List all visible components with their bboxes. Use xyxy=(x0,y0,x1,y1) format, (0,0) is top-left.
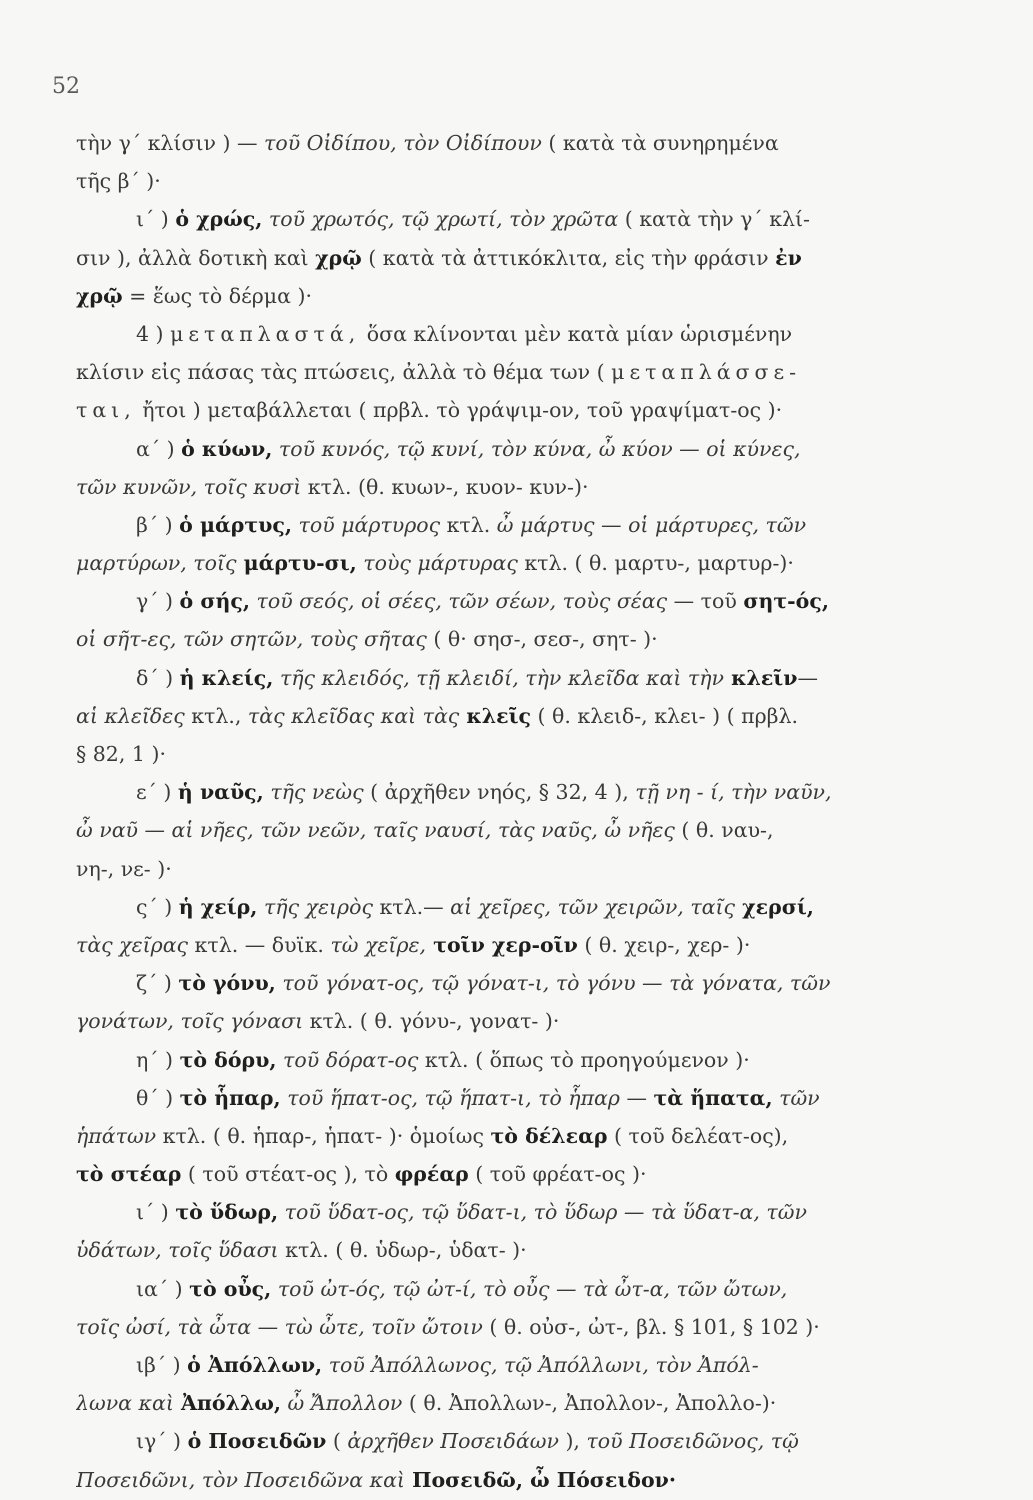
italic-text: μαρτύρων, τοῖς xyxy=(76,551,237,576)
bold-term: τὸ δέλεαρ xyxy=(490,1123,608,1148)
italic-text: τοὺς μάρτυρας xyxy=(356,551,518,576)
text-span: ε΄ ) xyxy=(136,780,178,805)
page-number: 52 xyxy=(52,74,80,99)
bold-term: ὁ σής, xyxy=(179,589,250,614)
italic-text: τοῦ Οἰδίπου, τὸν Οἰδίπουν xyxy=(264,131,542,155)
bold-term: φρέαρ xyxy=(394,1162,469,1187)
italic-text: τὰς χεῖρας xyxy=(76,932,189,957)
text-span: νη-, νε- )· xyxy=(76,856,172,881)
text-line xyxy=(76,697,966,735)
text-span: β΄ ) xyxy=(136,512,180,537)
text-span: ( τοῦ φρέατ-ος )· xyxy=(468,1162,647,1187)
text-span: ( θ. χειρ-, χερ- )· xyxy=(577,932,751,957)
text-line xyxy=(76,1079,966,1117)
italic-text: τοῦ γόνατ-ος, τῷ γόνατ-ι, τὸ γόνυ — τὰ γόνατα, τῶν xyxy=(275,971,831,996)
text-span: — τοῦ xyxy=(667,589,744,614)
italic-text: τοῦ Ἀπόλλωνος, τῷ Ἀπόλλωνι, τὸν Ἀπόλ- xyxy=(322,1353,759,1377)
bold-term: ἡ ναῦς, xyxy=(177,780,264,805)
spaced-term: μεταπλάσσε- xyxy=(611,360,802,385)
italic-text: τοῦ Ποσειδῶνος, τῷ xyxy=(586,1429,799,1454)
text-span: = ἕως τὸ δέρμα )· xyxy=(122,283,312,308)
text-span: κτλ. — δυϊκ. xyxy=(188,932,331,957)
italic-text: αἱ χεῖρες, τῶν χειρῶν, ταῖς xyxy=(450,894,736,919)
text-line xyxy=(76,582,966,620)
bold-term: μάρτυ-σι, xyxy=(236,551,357,576)
text-line xyxy=(76,1308,966,1346)
text-line xyxy=(76,353,966,391)
text-span: θ΄ ) xyxy=(136,1085,180,1110)
text-line xyxy=(76,1422,966,1460)
text-line xyxy=(76,659,966,697)
italic-text: ἡπάτων xyxy=(76,1123,157,1148)
bold-term: τὰ ἥπατα, xyxy=(653,1085,773,1110)
text-span: τῆς β΄ )· xyxy=(76,169,161,194)
text-span: ( θ. ναυ-, xyxy=(674,818,774,843)
italic-text: τοῦ δόρατ-ος xyxy=(276,1047,419,1072)
italic-text: τῶν κυνῶν, τοῖς κυσὶ xyxy=(76,474,302,499)
bold-term: ἡ χείρ, xyxy=(178,894,258,919)
italic-text: τοῦ ὠτ-ός, τῷ ὠτ-ί, τὸ οὖς — τὰ ὦτ-α, τῶν ὤτων, xyxy=(271,1276,788,1301)
italic-text: Ποσειδῶνι, τὸν Ποσειδῶνα καὶ xyxy=(76,1467,405,1492)
text-line xyxy=(76,620,966,658)
text-line xyxy=(76,811,966,849)
text-span: κτλ. (θ. κυων-, κυον- κυν-)· xyxy=(301,474,589,499)
bold-term: τὸ δόρυ, xyxy=(179,1047,277,1072)
text-line xyxy=(76,1384,966,1422)
spaced-term: μεταπλαστά, xyxy=(170,321,361,346)
italic-text: αἱ κλεῖδες xyxy=(76,703,185,728)
italic-text: τοῦ μάρτυρος xyxy=(292,512,441,537)
text-span: κτλ. ( θ. ἡπαρ-, ἡπατ- )· ὁμοίως xyxy=(156,1123,491,1148)
text-line xyxy=(76,1117,966,1155)
italic-text: ὑδάτων, τοῖς ὕδασι xyxy=(76,1238,279,1263)
text-line xyxy=(76,773,966,811)
text-line xyxy=(76,468,966,506)
text-span: ( κατὰ τὰ ἀττικόκλιτα, εἰς τὴν φράσιν xyxy=(361,245,776,270)
text-span: κτλ. xyxy=(440,512,497,537)
text-span: 4 ) xyxy=(136,321,171,346)
text-span: κτλ. ( θ. ὑδωρ-, ὑδατ- )· xyxy=(278,1238,527,1263)
bold-term: Ἀπόλλω, xyxy=(173,1391,281,1416)
text-span: ( κατὰ τὴν γ΄ κλί- xyxy=(618,207,810,232)
italic-text: τὼ χεῖρε, xyxy=(330,932,427,957)
text-span: ιβ΄ ) xyxy=(136,1353,188,1377)
text-line xyxy=(76,888,966,926)
text-span: ( τοῦ δελέατ-ος), xyxy=(607,1123,789,1148)
text-line xyxy=(76,506,966,544)
bold-term: ἐν xyxy=(775,245,802,270)
italic-text: τῆς νεὼς xyxy=(263,780,364,805)
text-span: κτλ., xyxy=(184,703,248,728)
text-span: ( κατὰ τὰ συνηρημένα xyxy=(541,131,779,155)
italic-text: τοῦ χρωτός, τῷ χρωτί, τὸν χρῶτα xyxy=(262,207,619,232)
page-body-text xyxy=(76,124,966,1499)
text-span: ιγ΄ ) xyxy=(136,1429,188,1454)
text-span: α΄ ) xyxy=(136,436,182,461)
italic-text: ἀρχῆθεν Ποσειδάων xyxy=(347,1429,559,1454)
bold-term: χερσί, xyxy=(735,894,814,919)
text-span: γ΄ ) xyxy=(136,589,180,614)
italic-text: ὦ ναῦ — αἱ νῆες, τῶν νεῶν, ταῖς ναυσί, τὰς ναῦς, ὦ νῆες xyxy=(76,818,675,843)
text-line xyxy=(76,239,966,277)
text-span: ( θ. Ἀπολλων-, Ἀπολλον-, Ἀπολλο-)· xyxy=(402,1391,777,1416)
text-line xyxy=(76,430,966,468)
italic-text: τοῦ σεός, οἱ σέες, τῶν σέων, τοὺς σέας xyxy=(250,589,668,614)
bold-term: τὸ στέαρ xyxy=(76,1162,182,1187)
bold-term: σητ-ός, xyxy=(743,589,829,614)
text-line xyxy=(76,964,966,1002)
text-span: κλίσιν εἰς πάσας τὰς πτώσεις, ἀλλὰ τὸ θέμα των ( xyxy=(76,360,612,385)
bold-term: Ποσειδῶ, ὦ Πόσειδον· xyxy=(404,1467,676,1492)
bold-term: τὸ ὕδωρ, xyxy=(175,1200,279,1225)
text-span: ι΄ ) xyxy=(136,1200,176,1225)
text-line xyxy=(76,735,966,773)
text-span: ὅσα κλίνονται μὲν κατὰ μίαν ὡρισμένην xyxy=(360,321,793,346)
text-line xyxy=(76,315,966,353)
text-span: ια΄ ) xyxy=(136,1276,190,1301)
italic-text: ὦ μάρτυς — οἱ μάρτυρες, τῶν xyxy=(496,512,807,537)
text-span: ( θ. κλειδ-, κλει- ) ( πρβλ. xyxy=(531,703,799,728)
text-span: ( θ. οὐσ-, ὠτ-, βλ. § 101, § 102 )· xyxy=(482,1314,820,1339)
italic-text: γονάτων, τοῖς γόνασι xyxy=(76,1009,304,1034)
text-span: κτλ.— xyxy=(372,894,451,919)
bold-term: ὁ Ἀπόλλων, xyxy=(187,1353,323,1377)
italic-text: ὦ Ἄπολλον xyxy=(280,1391,403,1416)
italic-text: τοῖς ὠσί, τὰ ὦτα — τὼ ὦτε, τοῖν ὤτοιν xyxy=(76,1314,483,1339)
text-line xyxy=(76,124,966,162)
text-line xyxy=(76,1041,966,1079)
text-span: ( τοῦ στέατ-ος ), τὸ xyxy=(181,1162,395,1187)
text-span: ( θ· σησ-, σεσ-, σητ- )· xyxy=(426,627,658,652)
text-span: ), xyxy=(558,1429,587,1454)
text-line xyxy=(76,1231,966,1269)
text-span: κτλ. ( θ. μαρτυ-, μαρτυρ-)· xyxy=(517,551,794,576)
italic-text: τοῦ κυνός, τῷ κυνί, τὸν κύνα, ὦ κύον — οἱ κύνες, xyxy=(272,436,801,461)
italic-text: τῆς κλειδός, τῇ κλειδί, τὴν κλεῖδα καὶ τὴν xyxy=(273,665,724,690)
bold-term: τὸ ἧπαρ, xyxy=(179,1085,281,1110)
text-line xyxy=(76,544,966,582)
bold-term: ἡ κλείς, xyxy=(179,665,274,690)
italic-text: τῇ νη - ί, τὴν ναῦν, xyxy=(635,780,832,805)
bold-term: χρῷ xyxy=(76,283,123,308)
text-span: ἤτοι ) μεταβάλλεται ( πρβλ. τὸ γράψιμ-ον, τοῦ γραψίματ-ος )· xyxy=(135,398,783,423)
text-span: — xyxy=(619,1085,654,1110)
text-span: ( ἀρχῆθεν νηός, § 32, 4 ), xyxy=(363,780,636,805)
text-line xyxy=(76,850,966,888)
text-span: δ΄ ) xyxy=(136,665,180,690)
text-span: τὴν γ΄ κλίσιν ) — xyxy=(76,131,265,155)
bold-term: χρῷ xyxy=(315,245,362,270)
italic-text: τοῦ ἥπατ-ος, τῷ ἥπατ-ι, τὸ ἧπαρ xyxy=(280,1085,620,1110)
text-span: — xyxy=(797,665,818,690)
spaced-term: ται, xyxy=(76,398,136,423)
text-span: κτλ. ( θ. γόνυ-, γονατ- )· xyxy=(303,1009,560,1034)
text-line xyxy=(76,277,966,315)
italic-text: τοῦ ὕδατ-ος, τῷ ὕδατ-ι, τὸ ὕδωρ — τὰ ὕδατ-α, τῶν xyxy=(278,1200,807,1225)
bold-term: τὸ οὖς, xyxy=(189,1276,272,1301)
italic-text: τῶν xyxy=(772,1085,820,1110)
italic-text: τῆς χειρὸς xyxy=(257,894,373,919)
text-span: § 82, 1 )· xyxy=(76,742,166,766)
italic-text: οἱ σῆτ-ες, τῶν σητῶν, τοὺς σῆτας xyxy=(76,627,427,652)
text-line xyxy=(76,200,966,238)
bold-term: ὁ κύων, xyxy=(181,436,273,461)
text-line xyxy=(76,391,966,429)
text-span: κτλ. ( ὅπως τὸ προηγούμενον )· xyxy=(418,1047,750,1072)
bold-term: κλεῖν xyxy=(723,665,798,690)
text-line xyxy=(76,1461,966,1499)
text-line xyxy=(76,1193,966,1231)
text-line xyxy=(76,1002,966,1040)
text-line xyxy=(76,1155,966,1193)
bold-term: κλεῖς xyxy=(459,703,532,728)
italic-text: τὰς κλεῖδας καὶ τὰς xyxy=(247,703,460,728)
text-span: η΄ ) xyxy=(136,1047,180,1072)
text-span: ι΄ ) xyxy=(136,207,176,232)
text-line xyxy=(76,1346,966,1384)
bold-term: τοῖν χερ-οῖν xyxy=(426,932,578,957)
bold-term: ὁ Ποσειδῶν xyxy=(187,1429,327,1454)
bold-term: τὸ γόνυ, xyxy=(178,971,276,996)
italic-text: λωνα καὶ xyxy=(76,1391,174,1416)
text-span: σιν ), ἀλλὰ δοτικὴ καὶ xyxy=(76,245,316,270)
text-span: ς΄ ) xyxy=(136,894,179,919)
text-line xyxy=(76,162,966,200)
text-line xyxy=(76,1270,966,1308)
bold-term: ὁ μάρτυς, xyxy=(179,512,293,537)
bold-term: ὁ χρώς, xyxy=(175,207,263,232)
text-line xyxy=(76,926,966,964)
text-span: ζ΄ ) xyxy=(136,971,179,996)
text-span: ( xyxy=(326,1429,348,1454)
